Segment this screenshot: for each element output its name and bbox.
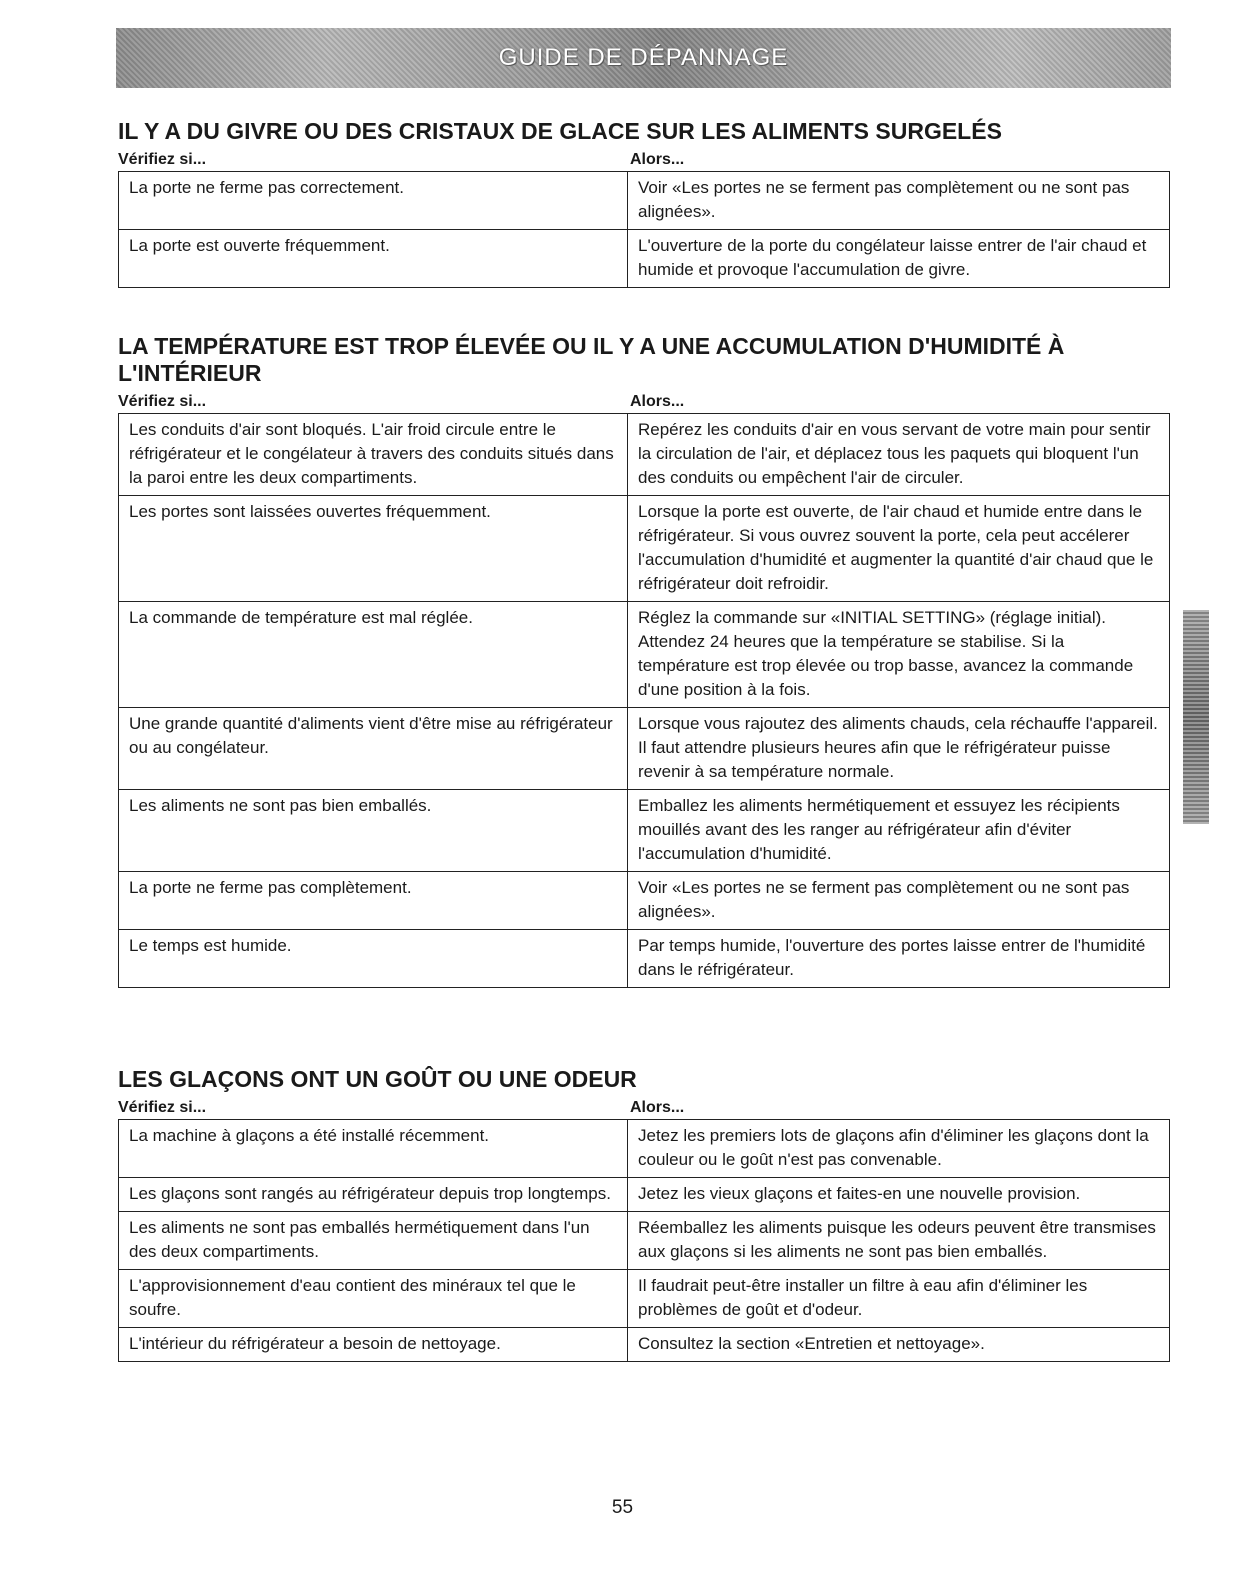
solution-cell: Voir «Les portes ne se ferment pas complètement ou ne sont pas alignées». [628, 872, 1170, 930]
check-cell: La porte ne ferme pas correctement. [119, 172, 628, 230]
solution-cell: Jetez les premiers lots de glaçons afin d'éliminer les glaçons dont la couleur ou le goût n'est pas convenable. [628, 1120, 1170, 1178]
check-cell: L'intérieur du réfrigérateur a besoin de nettoyage. [119, 1328, 628, 1362]
section-title: LES GLAÇONS ONT UN GOÛT OU UNE ODEUR [118, 1066, 637, 1092]
solution-cell: Emballez les aliments hermétiquement et essuyez les récipients mouillés avant des les ranger au réfrigérateur afin d'éviter l'accumulation d'humidité. [628, 790, 1170, 872]
table-row [119, 602, 1170, 708]
solution-cell: Repérez les conduits d'air en vous servant de votre main pour sentir la circulation de l'air, et déplacez tous les paquets qui bloquent l'un des conduits ou empêchent l'air de circuler. [628, 414, 1170, 496]
check-cell: La commande de température est mal réglée. [119, 602, 628, 708]
column-header-check: Vérifiez si... [118, 1099, 207, 1116]
check-cell: Les aliments ne sont pas bien emballés. [119, 790, 628, 872]
table-row [119, 1178, 1170, 1212]
header-banner [116, 28, 1171, 88]
column-header-then: Alors... [630, 151, 685, 168]
column-headers [118, 1097, 1170, 1119]
column-header-check: Vérifiez si... [118, 151, 207, 168]
solution-cell: L'ouverture de la porte du congélateur laisse entrer de l'air chaud et humide et provoque l'accumulation de givre. [628, 230, 1170, 288]
column-headers [118, 391, 1170, 413]
banner-title: GUIDE DE DÉPANNAGE [498, 44, 789, 71]
check-cell: Les glaçons sont rangés au réfrigérateur depuis trop longtemps. [119, 1178, 628, 1212]
table-row [119, 930, 1170, 988]
check-cell: La porte ne ferme pas complètement. [119, 872, 628, 930]
solution-cell: Réglez la commande sur «INITIAL SETTING» (réglage initial). Attendez 24 heures que la température se stabilise. Si la température est trop élevée ou trop basse, avancez la commande d'une position à la fois. [628, 602, 1170, 708]
table-row [119, 708, 1170, 790]
column-header-then: Alors... [630, 393, 685, 410]
side-tab-marker [1183, 610, 1209, 824]
check-cell: La machine à glaçons a été installé récemment. [119, 1120, 628, 1178]
table-row [119, 172, 1170, 230]
solution-cell: Lorsque vous rajoutez des aliments chauds, cela réchauffe l'appareil. Il faut attendre plusieurs heures afin que le réfrigérateur puisse revenir à sa température normale. [628, 708, 1170, 790]
column-header-check: Vérifiez si... [118, 393, 207, 410]
check-cell: L'approvisionnement d'eau contient des minéraux tel que le soufre. [119, 1270, 628, 1328]
solution-cell: Réemballez les aliments puisque les odeurs peuvent être transmises aux glaçons si les aliments ne sont pas bien emballés. [628, 1212, 1170, 1270]
section-ice-taste [118, 1066, 1170, 1362]
column-header-then: Alors... [630, 1099, 685, 1116]
table-row [119, 496, 1170, 602]
page-number: 55 [611, 1497, 634, 1518]
table-row [119, 1212, 1170, 1270]
solution-cell: Voir «Les portes ne se ferment pas complètement ou ne sont pas alignées». [628, 172, 1170, 230]
check-cell: Une grande quantité d'aliments vient d'être mise au réfrigérateur ou au congélateur. [119, 708, 628, 790]
check-cell: La porte est ouverte fréquemment. [119, 230, 628, 288]
section-title: LA TEMPÉRATURE EST TROP ÉLEVÉE OU IL Y A UNE ACCUMULATION D'HUMIDITÉ À L'INTÉRIEUR [118, 333, 1065, 386]
table-row [119, 1270, 1170, 1328]
table-row [119, 1328, 1170, 1362]
solution-cell: Par temps humide, l'ouverture des portes laisse entrer de l'humidité dans le réfrigérateur. [628, 930, 1170, 988]
troubleshooting-table [118, 1119, 1170, 1362]
troubleshooting-table [118, 413, 1170, 988]
column-headers [118, 149, 1170, 171]
solution-cell: Jetez les vieux glaçons et faites-en une nouvelle provision. [628, 1178, 1170, 1212]
solution-cell: Il faudrait peut-être installer un filtre à eau afin d'éliminer les problèmes de goût et d'odeur. [628, 1270, 1170, 1328]
section-title: IL Y A DU GIVRE OU DES CRISTAUX DE GLACE SUR LES ALIMENTS SURGELÉS [118, 118, 1002, 144]
table-row [119, 790, 1170, 872]
solution-cell: Consultez la section «Entretien et nettoyage». [628, 1328, 1170, 1362]
table-row [119, 414, 1170, 496]
check-cell: Les conduits d'air sont bloqués. L'air froid circule entre le réfrigérateur et le congélateur à travers des conduits situés dans la paroi entre les deux compartiments. [119, 414, 628, 496]
troubleshooting-table [118, 171, 1170, 288]
check-cell: Les portes sont laissées ouvertes fréquemment. [119, 496, 628, 602]
table-row [119, 872, 1170, 930]
check-cell: Le temps est humide. [119, 930, 628, 988]
table-row [119, 230, 1170, 288]
section-temperature [118, 333, 1170, 988]
solution-cell: Lorsque la porte est ouverte, de l'air chaud et humide entre dans le réfrigérateur. Si vous ouvrez souvent la porte, cela peut accélerer l'accumulation d'humidité et augmenter la quantité d'air chaud que le réfrigérateur doit refroidir. [628, 496, 1170, 602]
section-frost [118, 118, 1170, 288]
check-cell: Les aliments ne sont pas emballés hermétiquement dans l'un des deux compartiments. [119, 1212, 628, 1270]
table-row [119, 1120, 1170, 1178]
